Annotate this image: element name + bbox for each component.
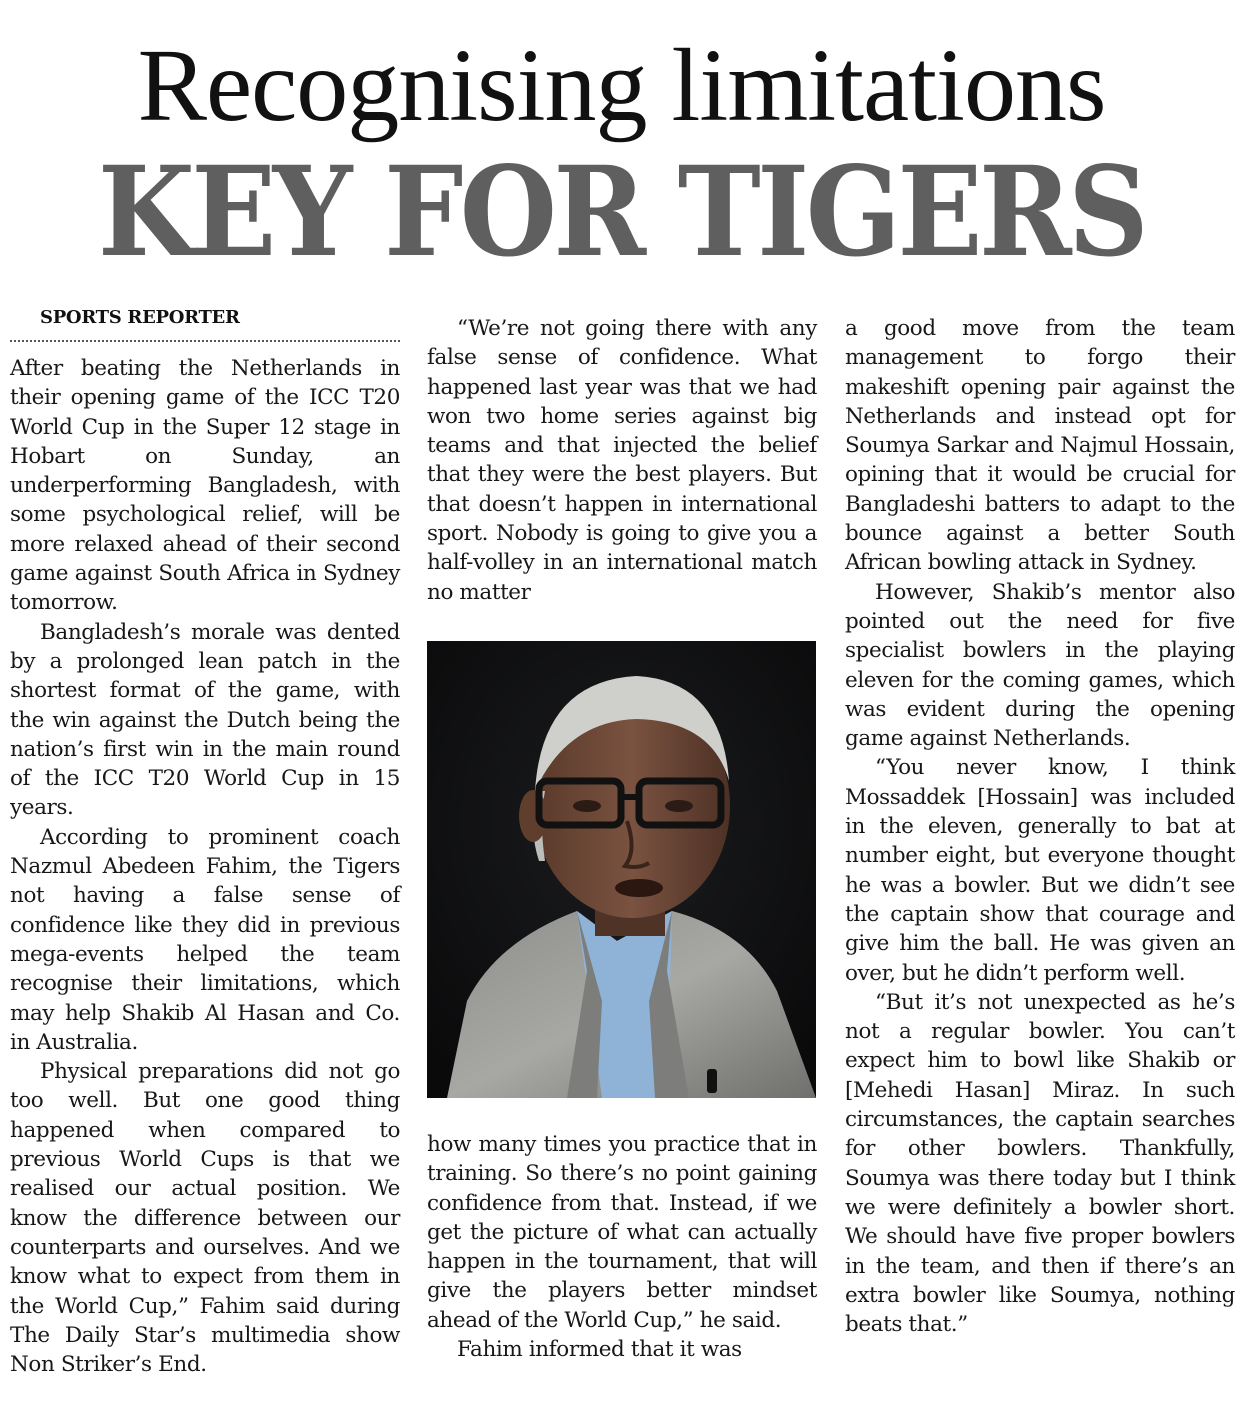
- coach-portrait-photo: [427, 641, 816, 1098]
- article-paragraph: Physical preparations did not go too well. But one good thing happened when compared to previous World Cups is that we realised our actual position. We know the difference between our counterparts and ourselves. And we know what to expect from them in the World Cup,” Fahim said during The Daily Star’s multimedia show Non Striker’s End.: [10, 1059, 400, 1378]
- article-paragraph: Bangladesh’s morale was dented by a prolonged lean patch in the shortest format of the game, with the win against the Dutch being the nation’s first win in the main round of the ICC T20 World Cup in 15 years.: [10, 619, 400, 821]
- article-paragraph: a good move from the team management to forgo their makeshift opening pair against the Netherlands and instead opt for Soumya Sarkar and Najmul Hossain, opining that it would be crucial for Bangladeshi batters to adapt to the bounce against a better South African bowling attack in Sydney.: [845, 316, 1235, 576]
- article-paragraph: “But it’s not unexpected as he’s not a regular bowler. You can’t expect him to bowl like Shakib or [Mehedi Hasan] Miraz. In such circumstances, the captain searches for other bowlers. Thankfully, Soumya was there today but I think we were definitely a bowler short. We should have five proper bowlers in the team, and then if there’s an extra bowler like Soumya, nothing beats that.”: [845, 989, 1235, 1338]
- byline-block: [10, 304, 400, 342]
- article-paragraph: how many times you practice that in training. So there’s no point gaining confidence from that. Instead, if we get the picture of what can actually happen in the tournament, that will give the players better mindset ahead of the World Cup,” he said.: [427, 1132, 817, 1333]
- byline: SPORTS REPORTER: [10, 304, 400, 342]
- article-column-2-continued: [427, 1130, 817, 1364]
- article-paragraph: “We’re not going there with any false sense of confidence. What happened last year was that we had won two home series against big teams and that injected the belief that they were the best players. But that doesn’t happen in international sport. Nobody is going to give you a half-volley in an international match no matter: [427, 316, 817, 605]
- article-paragraph: Fahim informed that it was: [457, 1337, 742, 1363]
- article-paragraph: After beating the Netherlands in their opening game of the ICC T20 World Cup in the Super 12 stage in Hobart on Sunday, an underperforming Bangladesh, with some psychological relief, will be more relaxed ahead of their second game against South Africa in Sydney tomorrow.: [10, 356, 400, 616]
- article-paragraph: However, Shakib’s mentor also pointed out the need for five specialist bowlers in the playing eleven for the coming games, which was evident during the opening game against Netherlands.: [845, 579, 1235, 752]
- article-paragraph: According to prominent coach Nazmul Abedeen Fahim, the Tigers not having a false sense of confidence like they did in previous mega-events helped the team recognise their limitations, which may help Shakib Al Hasan and Co. in Australia.: [10, 824, 400, 1055]
- article-column-2: [427, 304, 817, 607]
- portrait-photo-icon: [427, 641, 816, 1098]
- article-column-1: [10, 304, 400, 1379]
- article-column-3: [845, 304, 1235, 1339]
- headline-line-1: Recognising limitations: [137, 28, 1106, 143]
- headline-line-2: KEY FOR TIGERS: [97, 140, 1146, 285]
- article-paragraph: “You never know, I think Mossaddek [Hossain] was included in the eleven, generally to bat at number eight, but everyone thought he was a bowler. But we didn’t see the captain show that courage and give him the ball. He was given an over, but he didn’t perform well.: [845, 755, 1235, 986]
